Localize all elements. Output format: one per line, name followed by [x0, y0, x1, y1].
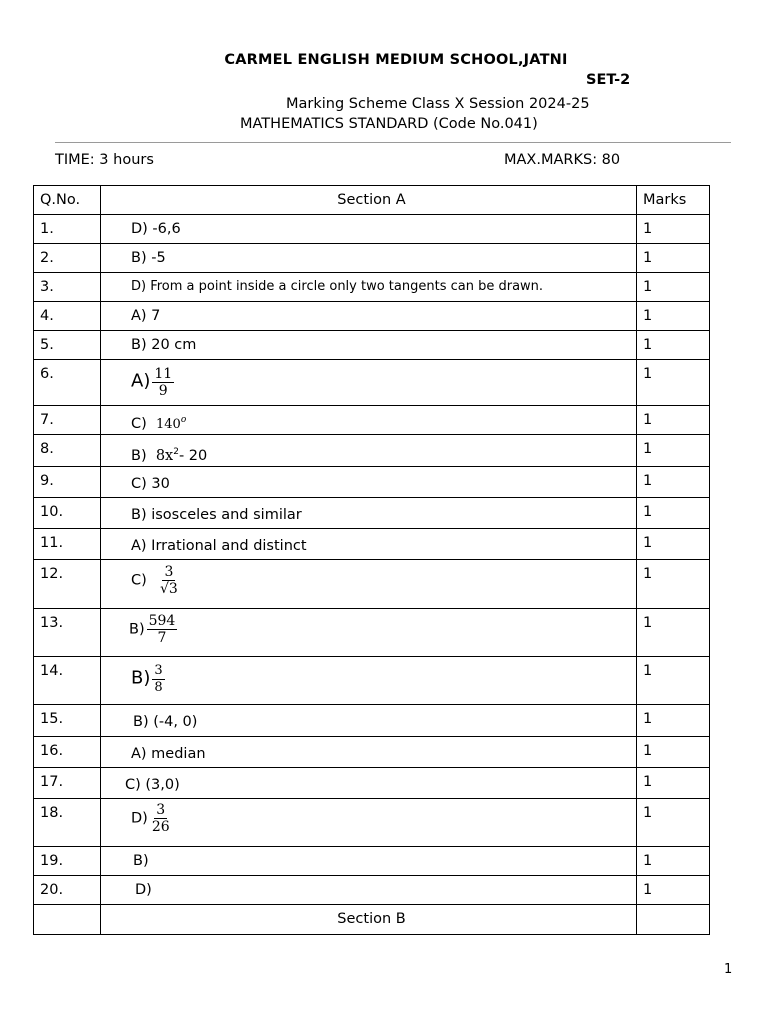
- answer-option: A): [131, 370, 151, 392]
- answer-table: [33, 185, 710, 935]
- scheme-title: Marking Scheme Class X Session 2024-25: [286, 96, 590, 112]
- qno-cell: 18.: [34, 799, 101, 847]
- table-row: [34, 498, 710, 529]
- table-row: [34, 406, 710, 435]
- answer-option: C): [131, 415, 147, 432]
- marks-cell: 1: [637, 467, 710, 498]
- answer-option: B): [131, 447, 147, 464]
- answer-cell: B) (-4, 0): [101, 705, 637, 737]
- fraction: $\frac{3}{√3}$: [160, 564, 178, 597]
- marks-cell: 1: [637, 847, 710, 876]
- table-row: [34, 435, 710, 467]
- qno-cell: [34, 905, 101, 935]
- exponent-sup: 2: [173, 447, 179, 457]
- section-b-header: Section B: [101, 905, 637, 935]
- qno-cell: 15.: [34, 705, 101, 737]
- answer-cell: [101, 435, 637, 467]
- qno-cell: 4.: [34, 302, 101, 331]
- marks-cell: [637, 905, 710, 935]
- marks-cell: 1: [637, 529, 710, 560]
- answer-option: B): [131, 667, 151, 689]
- marks-cell: 1: [637, 737, 710, 768]
- qno-cell: 12.: [34, 560, 101, 609]
- marks-cell: 1: [637, 705, 710, 737]
- qno-cell: 6.: [34, 360, 101, 406]
- answer-cell: [101, 406, 637, 435]
- marks-cell: 1: [637, 876, 710, 905]
- header-section-a: Section A: [101, 186, 637, 215]
- marks-cell: 1: [637, 215, 710, 244]
- answer-cell: A) 7: [101, 302, 637, 331]
- school-name: CARMEL ENGLISH MEDIUM SCHOOL,JATNI: [224, 52, 568, 68]
- fraction: $\frac{11}{9}$: [154, 366, 173, 399]
- fraction: $\frac{594}{7}$: [148, 613, 176, 646]
- marks-cell: 1: [637, 302, 710, 331]
- qno-cell: 19.: [34, 847, 101, 876]
- table-row: [34, 876, 710, 905]
- answer-cell: C) 30: [101, 467, 637, 498]
- answer-cell: [101, 560, 637, 609]
- answer-cell: [101, 360, 637, 406]
- answer-cell: D) -6,6: [101, 215, 637, 244]
- table-row: [34, 215, 710, 244]
- answer-cell: D) From a point inside a circle only two tangents can be drawn.: [101, 273, 637, 302]
- qno-cell: 13.: [34, 609, 101, 657]
- marks-cell: 1: [637, 244, 710, 273]
- table-row: [34, 302, 710, 331]
- marks-cell: 1: [637, 657, 710, 705]
- answer-cell: B) 20 cm: [101, 331, 637, 360]
- marks-cell: 1: [637, 560, 710, 609]
- section-b-row: [34, 905, 710, 935]
- page-number: 1: [724, 962, 733, 977]
- qno-cell: 7.: [34, 406, 101, 435]
- marks-cell: 1: [637, 406, 710, 435]
- table-row: [34, 529, 710, 560]
- qno-cell: 20.: [34, 876, 101, 905]
- table-row: [34, 360, 710, 406]
- answer-option: C): [131, 572, 147, 589]
- table-row: [34, 768, 710, 799]
- answer-option: D): [131, 810, 148, 827]
- marks-cell: 1: [637, 799, 710, 847]
- header-qno: Q.No.: [34, 186, 101, 215]
- answer-value: 140: [156, 416, 181, 432]
- qno-cell: 2.: [34, 244, 101, 273]
- answer-cell: B): [101, 847, 637, 876]
- qno-cell: 14.: [34, 657, 101, 705]
- header-divider: [55, 142, 731, 143]
- qno-cell: 1.: [34, 215, 101, 244]
- answer-option: B): [129, 621, 145, 638]
- marks-cell: 1: [637, 435, 710, 467]
- fraction: $\frac{3}{26}$: [151, 802, 170, 835]
- table-row: [34, 737, 710, 768]
- marks-cell: 1: [637, 768, 710, 799]
- table-row: [34, 467, 710, 498]
- table-row: [34, 560, 710, 609]
- answer-expression: 8x: [155, 447, 174, 464]
- qno-cell: 5.: [34, 331, 101, 360]
- table-row: [34, 273, 710, 302]
- qno-cell: 8.: [34, 435, 101, 467]
- answer-expression-tail: - 20: [178, 447, 208, 464]
- answer-cell: C) (3,0): [101, 768, 637, 799]
- qno-cell: 10.: [34, 498, 101, 529]
- time-label: TIME: 3 hours: [55, 152, 154, 168]
- header-marks: Marks: [637, 186, 710, 215]
- degree-sup: o: [180, 415, 187, 425]
- marks-cell: 1: [637, 273, 710, 302]
- table-row: [34, 244, 710, 273]
- table-row: [34, 331, 710, 360]
- fraction: $\frac{3}{8}$: [154, 663, 163, 695]
- qno-cell: 9.: [34, 467, 101, 498]
- answer-cell: [101, 799, 637, 847]
- marks-cell: 1: [637, 498, 710, 529]
- answer-cell: [101, 657, 637, 705]
- set-label: SET-2: [586, 72, 631, 88]
- marks-cell: 1: [637, 360, 710, 406]
- qno-cell: 17.: [34, 768, 101, 799]
- qno-cell: 3.: [34, 273, 101, 302]
- marks-cell: 1: [637, 609, 710, 657]
- qno-cell: 16.: [34, 737, 101, 768]
- answer-cell: A) median: [101, 737, 637, 768]
- marks-cell: 1: [637, 331, 710, 360]
- answer-cell: B) -5: [101, 244, 637, 273]
- max-marks-label: MAX.MARKS: 80: [504, 152, 621, 168]
- table-row: [34, 657, 710, 705]
- table-row: [34, 705, 710, 737]
- table-row: [34, 847, 710, 876]
- answer-cell: D): [101, 876, 637, 905]
- answer-cell: [101, 609, 637, 657]
- answer-cell: A) Irrational and distinct: [101, 529, 637, 560]
- qno-cell: 11.: [34, 529, 101, 560]
- table-row: [34, 799, 710, 847]
- subject-title: MATHEMATICS STANDARD (Code No.041): [240, 116, 538, 132]
- table-header-row: [34, 186, 710, 215]
- table-row: [34, 609, 710, 657]
- answer-cell: B) isosceles and similar: [101, 498, 637, 529]
